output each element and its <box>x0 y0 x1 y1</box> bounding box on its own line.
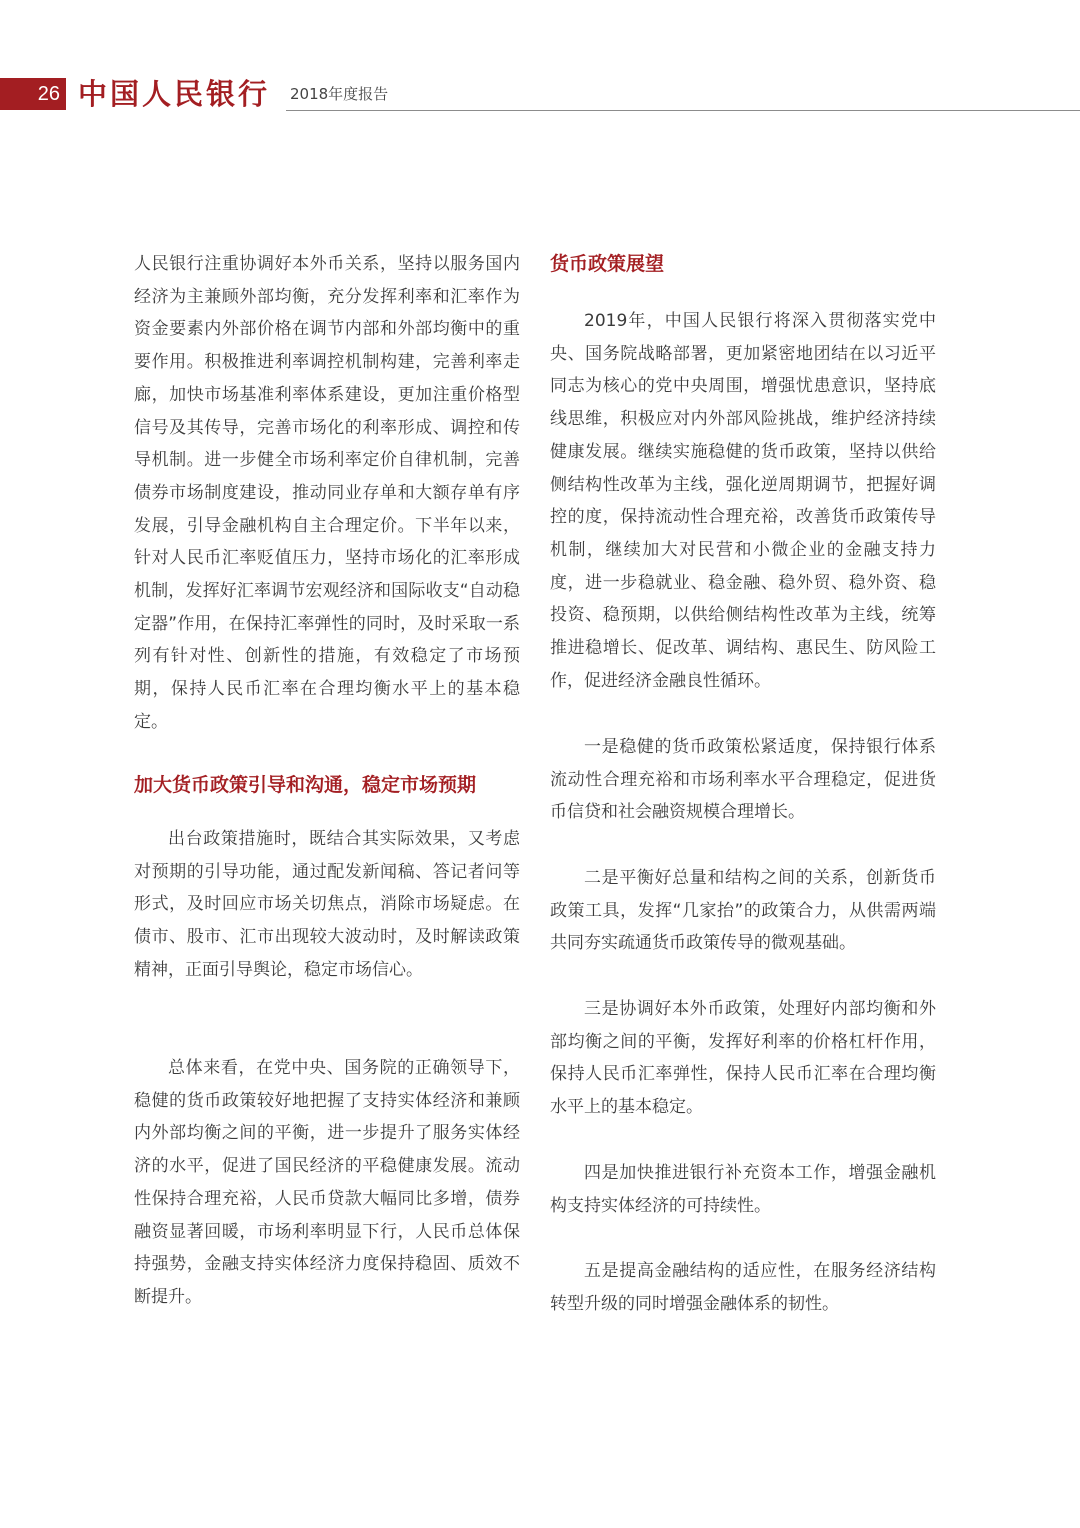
paragraph-point-one: 一是稳健的货币政策松紧适度，保持银行体系流动性合理充裕和市场利率水平合理稳定，促进货币信贷和社会融资规模合理增长。 <box>550 737 936 823</box>
paragraph-exchange-rate: 人民银行注重协调好本外币关系，坚持以服务国内经济为主兼顾外部均衡，充分发挥利率和汇率作为资金要素内外部价格在调节内部和外部均衡中的重要作用。积极推进利率调控机制构建，完善利率走廊，加快市场基准利率体系建设，更加注重价格型信号及其传导，完善市场化的利率形成、调控和传导机制。进一步健全市场利率定价自律机制，完善债券市场制度建设，推动同业存单和大额存单有序发展，引导金融机构自主合理定价。下半年以来，针对人民币汇率贬值压力，坚持市场化的汇率形成机制，发挥好汇率调节宏观经济和国际收支“自动稳定器”作用，在保持汇率弹性的同时，及时采取一系列有针对性、创新性的措施，有效稳定了市场预期，保持人民币汇率在合理均衡水平上的基本稳定。 <box>134 254 520 732</box>
paragraph-point-five: 五是提高金融结构的适应性，在服务经济结构转型升级的同时增强金融体系的韧性。 <box>550 1261 936 1314</box>
paragraph-point-three: 三是协调好本外币政策，处理好内部均衡和外部均衡之间的平衡，发挥好利率的价格杠杆作用，保持人民币汇率弹性，保持人民币汇率在合理均衡水平上的基本稳定。 <box>550 999 936 1118</box>
header-divider <box>286 110 1080 111</box>
paragraph-outlook-2019: 2019年，中国人民银行将深入贯彻落实党中央、国务院战略部署，更加紧密地团结在以习近平同志为核心的党中央周围，增强忧患意识，坚持底线思维，积极应对内外部风险挑战，维护经济持续健康发展。继续实施稳健的货币政策，坚持以供给侧结构性改革为主线，强化逆周期调节，把握好调控的度，保持流动性合理充裕，改善货币政策传导机制，继续加大对民营和小微企业的金融支持力度，进一步稳就业、稳金融、稳外贸、稳外资、稳投资、稳预期，以供给侧结构性改革为主线，统筹推进稳增长、促改革、调结构、惠民生、防风险工作，促进经济金融良性循环。 <box>550 311 936 691</box>
bank-logo: 中国人民银行 <box>78 77 271 111</box>
report-label: 2018年度报告 <box>290 85 389 103</box>
section-heading-guidance: 加大货币政策引导和沟通，稳定市场预期 <box>134 774 477 796</box>
page-header <box>0 78 1080 118</box>
section-heading-outlook: 货币政策展望 <box>550 253 665 275</box>
page-number: 26 <box>0 78 66 110</box>
paragraph-overall-summary: 总体来看，在党中央、国务院的正确领导下，稳健的货币政策较好地把握了支持实体经济和兼顾内外部均衡之间的平衡，进一步提升了服务实体经济的水平，促进了国民经济的平稳健康发展。流动性保持合理充裕，人民币贷款大幅同比多增，债券融资显著回暖，市场利率明显下行，人民币总体保持强势，金融支持实体经济力度保持稳固、质效不断提升。 <box>134 1058 520 1307</box>
paragraph-point-two: 二是平衡好总量和结构之间的关系，创新货币政策工具，发挥“几家抬”的政策合力，从供需两端共同夯实疏通货币政策传导的微观基础。 <box>550 868 936 954</box>
paragraph-policy-communication: 出台政策措施时，既结合其实际效果，又考虑对预期的引导功能，通过配发新闻稿、答记者问等形式，及时回应市场关切焦点，消除市场疑虑。在债市、股市、汇市出现较大波动时，及时解读政策精神，正面引导舆论，稳定市场信心。 <box>134 829 520 980</box>
right-column <box>550 248 936 1320</box>
left-column <box>134 248 520 1314</box>
paragraph-point-four: 四是加快推进银行补充资本工作，增强金融机构支持实体经济的可持续性。 <box>550 1163 936 1216</box>
